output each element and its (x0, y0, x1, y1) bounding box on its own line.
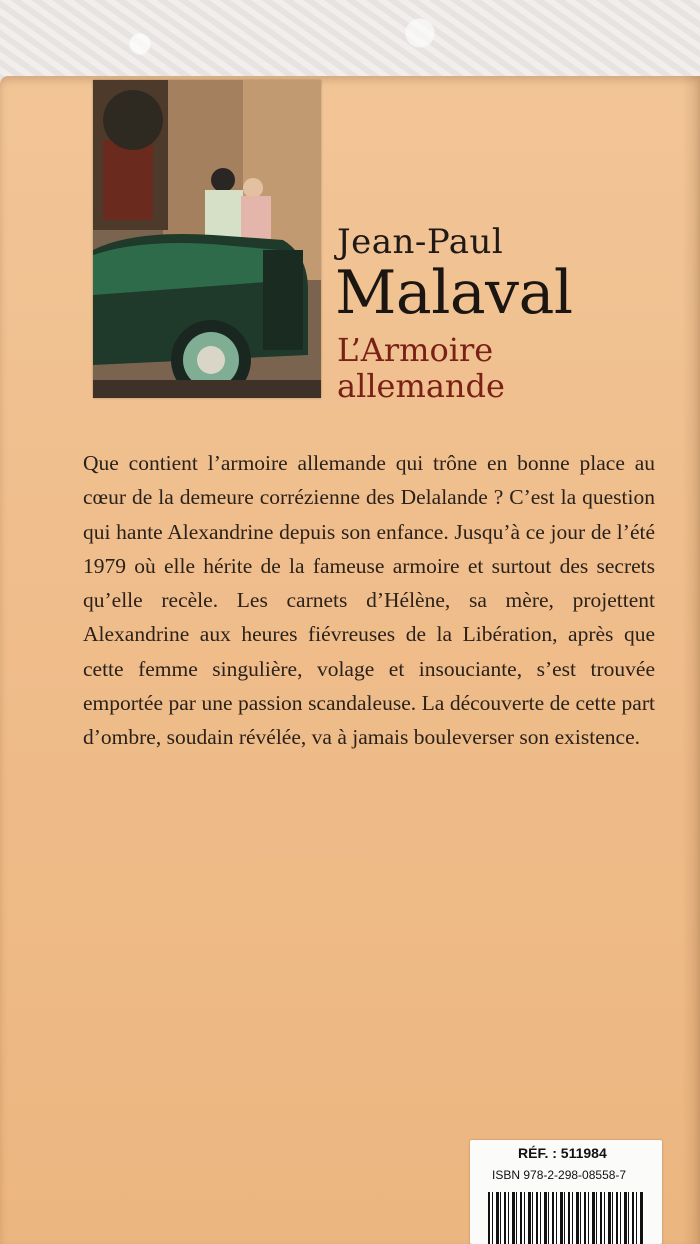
book-title (337, 332, 505, 404)
book-title-line-1: L’Armoire (337, 331, 494, 369)
author-first-name: Jean-Paul (337, 222, 504, 262)
barcode (488, 1192, 644, 1244)
barcode-sticker (470, 1140, 662, 1244)
book-title-line-2: allemande (337, 367, 505, 405)
back-cover-blurb: Que contient l’armoire allemande qui trône en bonne place au cœur de la demeure corrézienne des Delalande ? C’est la question qui hante Alexandrine depuis son enfance. Jusqu’à ce jour de l’été 1979 où elle hérite de la fameuse armoire et surtout des secrets qu’elle recèle. Les carnets d’Hélène, sa mère, projettent Alexandrine aux heures fiévreuses de la Libération, après que cette femme singulière, volage et insouciante, s’est trouvée emportée par une passion scandaleuse. La découverte de cette part d’ombre, soudain révélée, va à jamais bouleverser son existence. (83, 451, 655, 750)
isbn-number: ISBN 978-2-298-08558-7 (492, 1168, 627, 1182)
book-edge-shadow (682, 76, 700, 1244)
reference-number: RÉF. : 511984 (518, 1145, 607, 1161)
author-last-name: Malaval (335, 258, 573, 328)
cover-photo (93, 80, 321, 398)
